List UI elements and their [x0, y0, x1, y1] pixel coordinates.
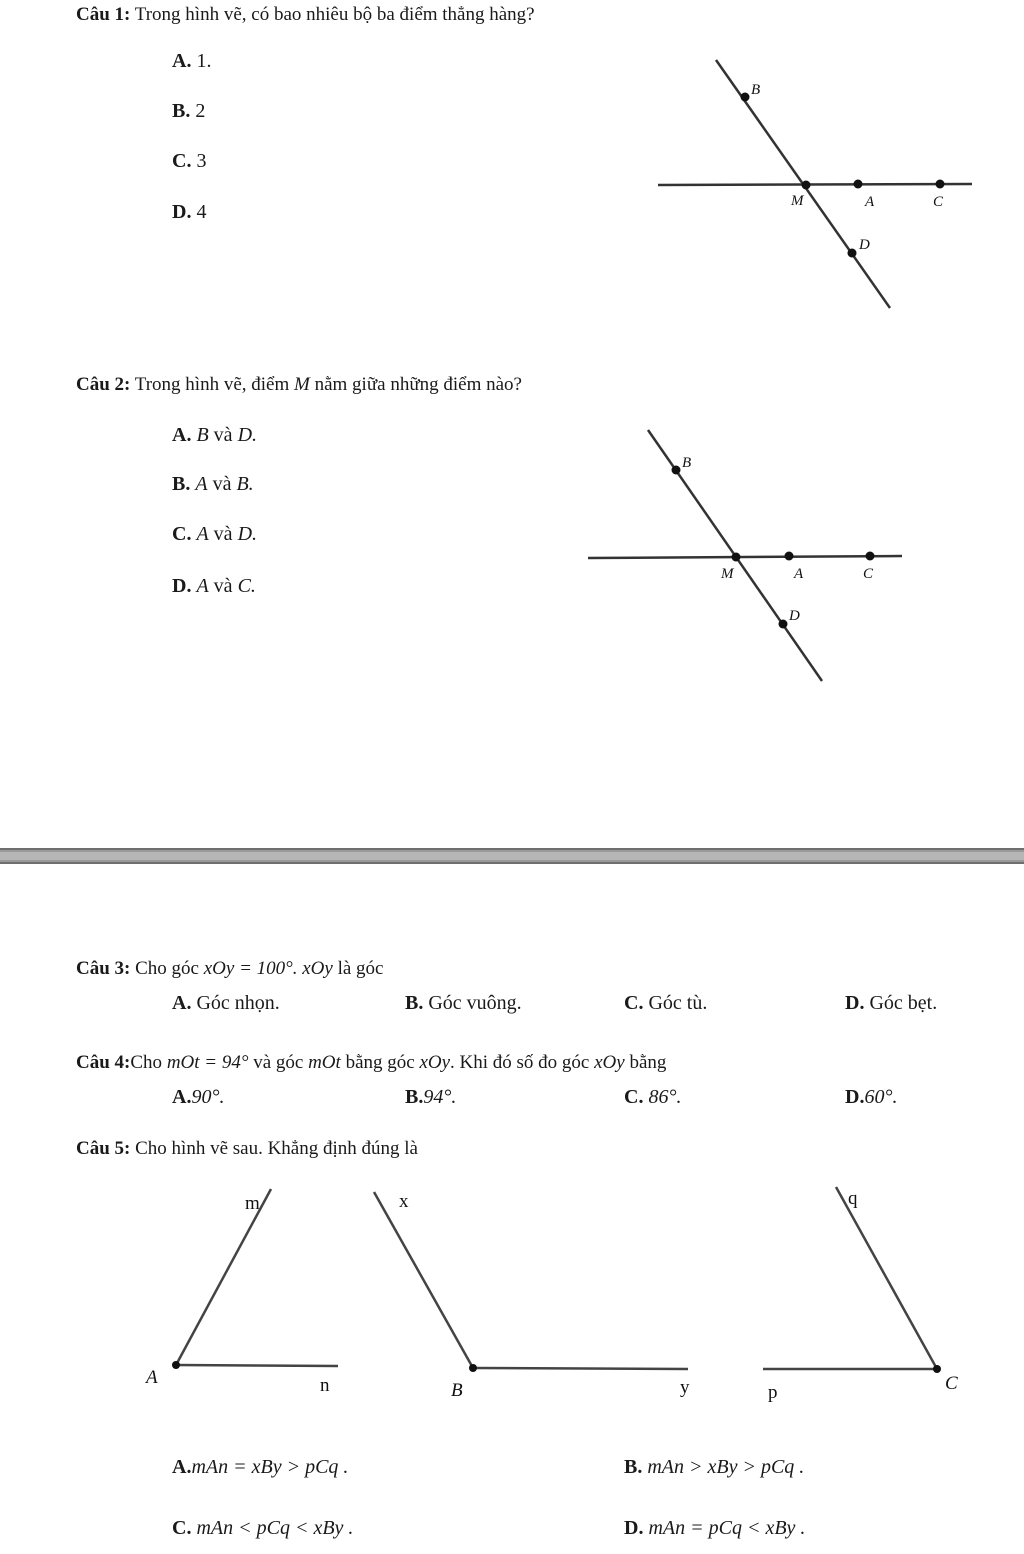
q5-label-n: n: [320, 1375, 330, 1396]
q5-heading: Câu 5: Cho hình vẽ sau. Khẳng định đúng là: [76, 1138, 418, 1159]
q1-text: Trong hình vẽ, có bao nhiêu bộ ba điểm thẳng hàng?: [134, 4, 535, 25]
q5-label-b: B: [451, 1380, 463, 1401]
q5-ray-bx: [374, 1192, 473, 1368]
q2-label-d: D: [789, 608, 800, 624]
q1-figure: [658, 60, 972, 308]
q2-option-b[interactable]: B. A và B.: [172, 473, 254, 495]
q1-point-a: [854, 180, 863, 189]
q5-ray-am: [176, 1189, 271, 1365]
q5-option-c[interactable]: C. mAn < pCq < xBy .: [172, 1517, 354, 1539]
q2-point-c: [866, 552, 875, 561]
q1-option-c[interactable]: C. 3: [172, 150, 207, 172]
q5-point-b: [469, 1364, 477, 1372]
q1-label-c: C: [933, 194, 944, 210]
q5-point-c: [933, 1365, 941, 1373]
q2-label-c: C: [863, 566, 874, 582]
q1-point-b: [741, 93, 750, 102]
q2-label-b: B: [682, 455, 692, 471]
q2-option-a[interactable]: A. B và D.: [172, 424, 258, 446]
q1-label-d: D: [859, 237, 870, 253]
q3-heading: Câu 3: Cho góc xOy = 100°. xOy là góc: [76, 958, 384, 979]
q2-label: Câu 2:: [76, 374, 131, 395]
q5-point-a: [172, 1361, 180, 1369]
q5-label-x: x: [399, 1191, 409, 1212]
q1-points: [741, 93, 945, 258]
q4-heading: Câu 4:Cho mOt = 94° và góc mOt bằng góc xOy. Khi đó số đo góc xOy bằng: [76, 1052, 667, 1073]
q2-label-m: M: [721, 566, 734, 582]
q3-option-b[interactable]: B. Góc vuông.: [405, 992, 522, 1014]
q2-figure: [588, 430, 902, 681]
q1-option-d[interactable]: D. 4: [172, 201, 207, 223]
q1-label-b: B: [751, 82, 761, 98]
q4-option-c[interactable]: C. 86°.: [624, 1086, 682, 1108]
q2-points: [672, 466, 875, 629]
q4-option-d[interactable]: D.60°.: [845, 1086, 898, 1108]
q2-point-a: [785, 552, 794, 561]
q1-label: Câu 1:: [76, 4, 131, 25]
q2-label-a: A: [794, 566, 804, 582]
q1-point-d: [848, 249, 857, 258]
q3-option-a[interactable]: A. Góc nhọn.: [172, 992, 280, 1014]
q5-label: Câu 5:: [76, 1138, 131, 1159]
q3-option-c[interactable]: C. Góc tù.: [624, 992, 708, 1014]
q5-label-q: q: [848, 1188, 858, 1209]
q5-ray-cq: [836, 1187, 937, 1369]
page-divider-inner: [0, 852, 1024, 860]
q1-line-mc: [658, 184, 972, 185]
q1-label-a: A: [865, 194, 875, 210]
q5-option-a[interactable]: A.mAn = xBy > pCq .: [172, 1456, 349, 1478]
q1-option-b[interactable]: B. 2: [172, 100, 206, 122]
q4-label: Câu 4:: [76, 1052, 131, 1073]
q1-option-a[interactable]: A. 1.: [172, 50, 212, 72]
q2-option-d[interactable]: D. A và C.: [172, 575, 256, 597]
q5-label-m: m: [245, 1193, 260, 1214]
q2-option-c[interactable]: C. A và D.: [172, 523, 258, 545]
q5-label-a: A: [146, 1367, 158, 1388]
q2-line-mc: [588, 556, 902, 558]
q5-points: [172, 1361, 941, 1373]
q1-label-m: M: [791, 193, 804, 209]
q3-option-d[interactable]: D. Góc bẹt.: [845, 992, 938, 1014]
q5-figure: [176, 1187, 937, 1369]
q5-option-b[interactable]: B. mAn > xBy > pCq .: [624, 1456, 805, 1478]
q2-point-d: [779, 620, 788, 629]
q2-point-m: [732, 553, 741, 562]
q5-label-c: C: [945, 1373, 958, 1394]
q4-option-b[interactable]: B.94°.: [405, 1086, 457, 1108]
q1-point-c: [936, 180, 945, 189]
q5-ray-an: [176, 1365, 338, 1366]
q2-heading: Câu 2: Trong hình vẽ, điểm M nằm giữa những điểm nào?: [76, 374, 522, 395]
q5-option-d[interactable]: D. mAn = pCq < xBy .: [624, 1517, 806, 1539]
q5-label-p: p: [768, 1382, 778, 1403]
q5-label-y: y: [680, 1377, 690, 1398]
q4-option-a[interactable]: A.90°.: [172, 1086, 225, 1108]
q3-label: Câu 3:: [76, 958, 131, 979]
q1-point-m: [802, 181, 811, 190]
q5-ray-by: [473, 1368, 688, 1369]
q2-point-b: [672, 466, 681, 475]
